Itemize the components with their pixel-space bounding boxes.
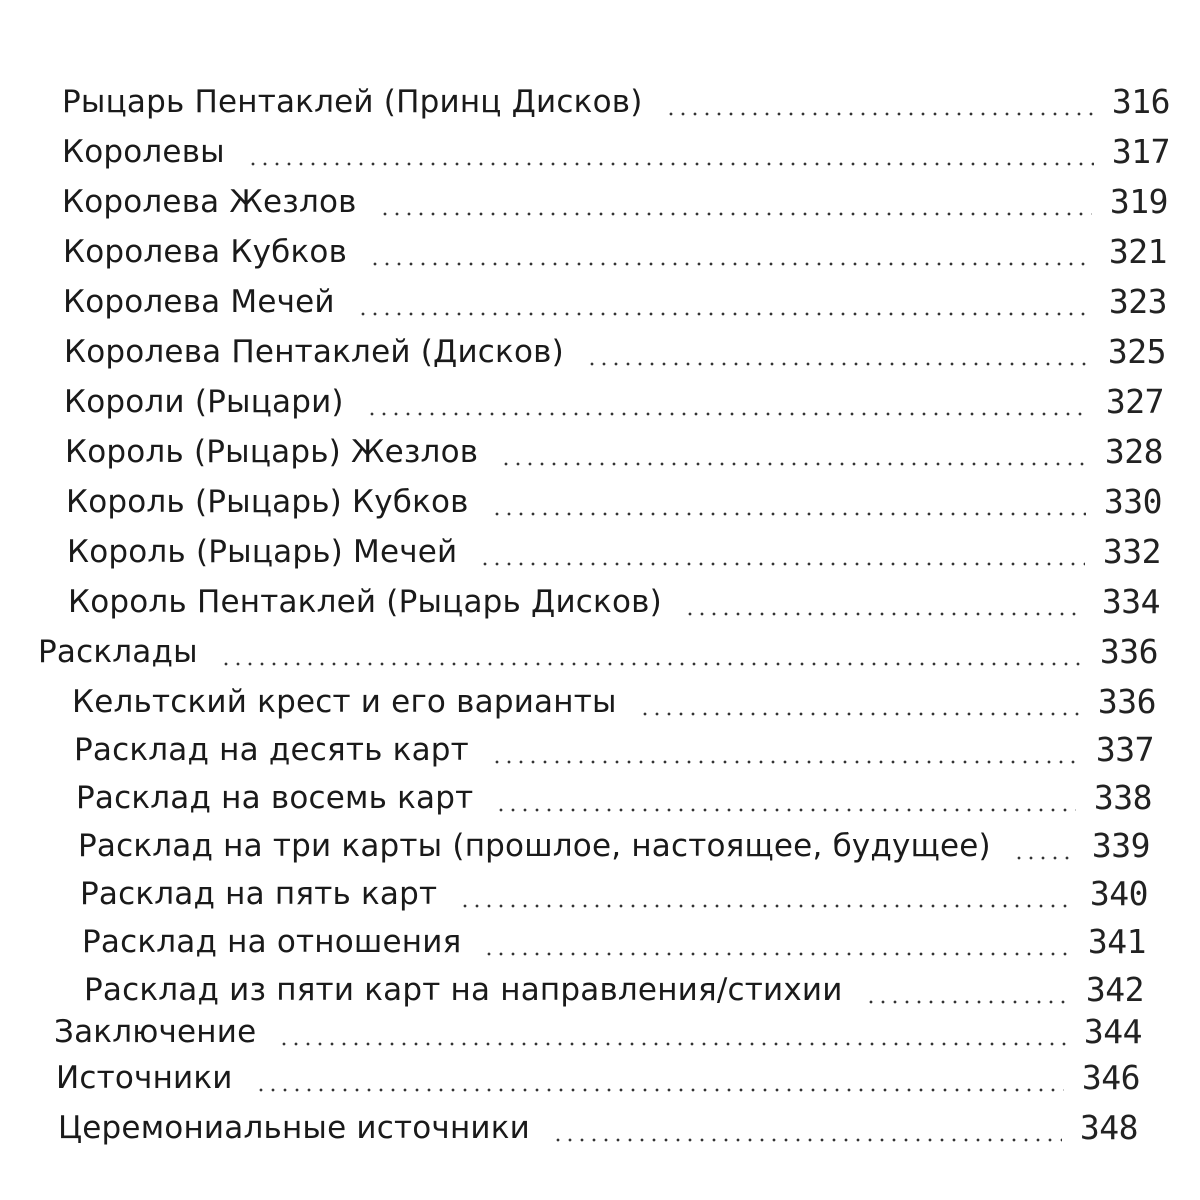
toc-entry <box>62 78 1170 122</box>
toc-entry-title: Церемониальные источники <box>58 1110 531 1146</box>
dot-leader <box>278 1042 1066 1046</box>
toc-entry <box>58 1104 1138 1148</box>
toc-entry-page: 346 <box>1081 1058 1140 1097</box>
dot-leader <box>1013 856 1074 860</box>
toc-entry-title: Расклад на три карты (прошлое, настоящее, будущее) <box>78 828 991 864</box>
toc-entry-page: 337 <box>1095 730 1154 769</box>
dot-leader <box>255 1088 1064 1092</box>
toc-entry-title: Расклад на восемь карт <box>76 780 474 816</box>
dot-leader <box>639 712 1080 716</box>
toc-entry-page: 330 <box>1103 482 1162 521</box>
dot-leader <box>366 412 1088 416</box>
toc-entry-title: Расклад из пяти карт на направления/стихии <box>84 972 843 1008</box>
toc-entry-page: 328 <box>1104 432 1163 471</box>
toc-entry-page: 316 <box>1111 82 1170 121</box>
toc-entry <box>78 822 1150 866</box>
dot-leader <box>369 262 1091 266</box>
dot-leader <box>552 1138 1062 1142</box>
toc-entry-title: Король Пентаклей (Рыцарь Дисков) <box>68 584 662 620</box>
toc-entry <box>67 528 1161 572</box>
toc-entry <box>66 478 1162 522</box>
toc-entry-page: 336 <box>1097 682 1156 721</box>
toc-entry-title: Расклад на отношения <box>82 924 462 960</box>
dot-leader <box>357 312 1091 316</box>
toc-entry-title: Кельтский крест и его варианты <box>72 684 617 720</box>
toc-entry <box>72 678 1156 722</box>
dot-leader <box>220 662 1082 666</box>
toc-entry-title: Расклад на пять карт <box>80 876 438 912</box>
toc-entry-page: 332 <box>1102 532 1161 571</box>
toc-entry-title: Король (Рыцарь) Кубков <box>66 484 469 520</box>
toc-entry <box>56 1054 1140 1098</box>
toc-entry <box>84 966 1144 1010</box>
dot-leader <box>459 904 1072 908</box>
toc-entry-title: Источники <box>56 1060 233 1096</box>
toc-entry-page: 344 <box>1083 1012 1142 1051</box>
toc-entry-title: Заключение <box>54 1014 257 1050</box>
toc-entry-title: Король (Рыцарь) Жезлов <box>65 434 479 470</box>
toc-entry-page: 317 <box>1111 132 1170 171</box>
dot-leader <box>247 162 1094 166</box>
toc-entry <box>54 1008 1142 1052</box>
dot-leader <box>500 462 1087 466</box>
toc-entry-title: Королева Пентаклей (Дисков) <box>64 334 564 370</box>
toc-entry <box>74 726 1154 770</box>
toc-entry-page: 342 <box>1085 970 1144 1009</box>
dot-leader <box>483 952 1069 956</box>
toc-entry <box>82 918 1146 962</box>
toc-entry-page: 319 <box>1109 182 1168 221</box>
dot-leader <box>491 760 1078 764</box>
dot-leader <box>665 112 1094 116</box>
toc-entry-title: Королевы <box>62 134 225 170</box>
toc-entry <box>62 128 1170 172</box>
dot-leader <box>684 612 1084 616</box>
toc-entry-title: Королева Жезлов <box>62 184 357 220</box>
toc-entry-title: Королева Мечей <box>63 284 335 320</box>
dot-leader <box>379 212 1092 216</box>
toc-entry-page: 323 <box>1108 282 1167 321</box>
dot-leader <box>865 1000 1068 1004</box>
toc-entry <box>68 578 1160 622</box>
toc-entry-title: Расклад на десять карт <box>74 732 469 768</box>
toc-entry-page: 325 <box>1107 332 1166 371</box>
toc-entry <box>65 428 1163 472</box>
dot-leader <box>479 562 1085 566</box>
toc-entry-page: 338 <box>1093 778 1152 817</box>
toc-entry-page: 336 <box>1099 632 1158 671</box>
toc-entry-page: 341 <box>1087 922 1146 961</box>
toc-entry-page: 334 <box>1101 582 1160 621</box>
toc-entry <box>63 278 1167 322</box>
toc-entry <box>80 870 1148 914</box>
toc-entry-title: Королева Кубков <box>63 234 348 270</box>
toc-entry <box>38 628 1158 672</box>
toc-entry-title: Рыцарь Пентаклей (Принц Дисков) <box>62 84 643 120</box>
dot-leader <box>586 362 1090 366</box>
dot-leader <box>495 808 1075 812</box>
toc-entry <box>64 378 1164 422</box>
toc-entry-page: 321 <box>1108 232 1167 271</box>
toc-entry <box>76 774 1152 818</box>
toc-entry-page: 339 <box>1091 826 1150 865</box>
toc-entry-page: 348 <box>1079 1108 1138 1147</box>
toc-entry-page: 340 <box>1089 874 1148 913</box>
toc-entry <box>64 328 1166 372</box>
toc-entry-title: Король (Рыцарь) Мечей <box>67 534 458 570</box>
toc-entry-page: 327 <box>1105 382 1164 421</box>
toc-entry-title: Расклады <box>38 634 198 670</box>
toc-entry <box>63 228 1167 272</box>
toc-entry <box>62 178 1168 222</box>
dot-leader <box>491 512 1086 516</box>
toc-entry-title: Короли (Рыцари) <box>64 384 344 420</box>
